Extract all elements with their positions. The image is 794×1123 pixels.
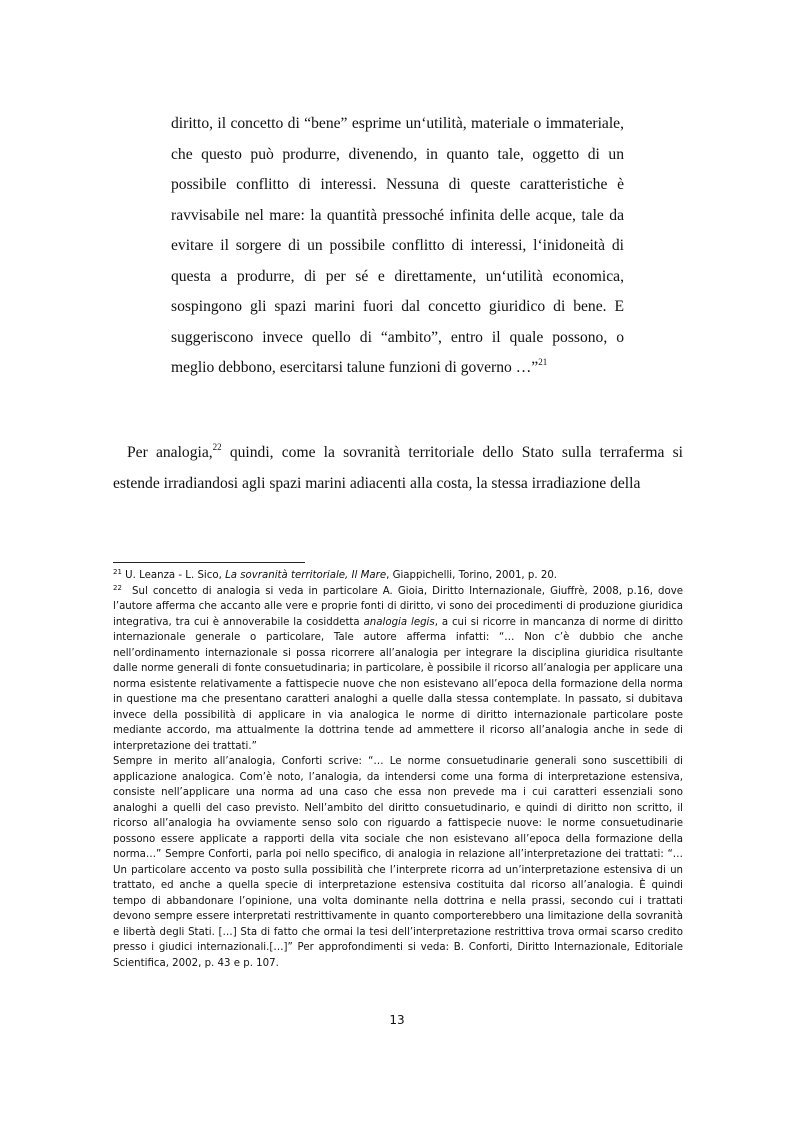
body-paragraph — [113, 438, 683, 499]
quote-paragraph — [171, 109, 624, 384]
footnote-21 — [113, 568, 683, 584]
footnote-22-continuation: Sempre in merito all’analogia, Conforti scrive: “… Le norme consuetudinarie generali sono suscettibili di applicazione analogica. Com’è noto, l’analogia, da intendersi come una forma di interpretazione estensiva, consiste nell’applicare una norma ad una caso che essa non prevede ma i cui caratteri essenziali sono analoghi a quelli del caso previsto. Nell’ambito del diritto consuetudinario, e quindi di diritto non scritto, il ricorso all’analogia ha ovviamente senso solo con riguardo a fattispecie nuove: le norme consuetudinarie possono essere applicate a rapporti della vita sociale che non esistevano all’epoca della formazione della norma…” Sempre Conforti, parla poi nello specifico, di analogia in relazione all’interpretazione dei trattati: “… Un particolare accento va posto sulla possibilità che l’interprete ricorra ad un’interpretazione estensiva di un trattato, ed anche a quella specie di interpretazione estensiva costituita dal ricorso all’analogia. È quindi tempo di abbandonare l’opinione, una volta dominante nella dottrina e nella prassi, secondo cui i trattati devono sempre essere interpretati restrittivamente in quanto comporterebbero una limitazione della sovranità e libertà degli Stati. […] Sta di fatto che ormai la tesi dell’interpretazione restrittiva trova ormai scarso credito presso i giudici internazionali.[…]” Per approfondimenti si veda: B. Conforti, Diritto Internazionale, Editoriale Scientifica, 2002, p. 43 e p. 107. — [113, 756, 683, 969]
footnote-21-rest: , Giappichelli, Torino, 2001, p. 20. — [386, 570, 558, 581]
quote-text: diritto, il concetto di “bene” esprime un‘utilità, materiale o immateriale, che questo può produrre, divenendo, in quanto tale, oggetto di un possibile conflitto di interessi. Nessuna di queste caratteristiche è ravvisabile nel mare: la quantità pressoché infinita delle acque, tale da evitare il sorgere di un possibile conflitto di interessi, l‘inidoneità di questa a produrre, di per sé e direttamente, un‘utilità economica, sospingono gli spazi marini fuori dal concetto giuridico di bene. E suggeriscono invece quello di “ambito”, entro il quale possono, o meglio debbono, esercitarsi talune funzioni di governo …” — [171, 115, 624, 376]
footnote-22-text-2: , a cui si ricorre in mancanza di norme di diritto internazionale generale o particolare, Tale autore afferma infatti: “… Non c’è dubbio che anche nell’ordinamento internazionale si possa ricorrere all’analogia per integrare la disciplina giuridica risultante dalle norme generali di fonte consuetudinaria; in particolare, è possibile il ricorso all’analogia per applicare una norma esistente relativamente a fattispecie nuove che non esistevano all’epoca della formazione della norma in questione ma che presentano caratteri analoghi a quelle dalla stessa contemplate. In passato, si dubitava invece della possibilità di applicare in via analogica le norme di diritto internazionale particolare poste mediante accordo, ma attualmente la dottrina tende ad ammettere il ricorso all’analogia anche in sede di interpretazione dei trattati.” — [113, 616, 683, 752]
footnote-21-title: La sovranità territoriale, Il Mare — [225, 570, 387, 581]
footnote-22 — [113, 584, 683, 755]
footnote-number-22: 22 — [113, 583, 122, 592]
body-text-rest: quindi, come la sovranità territoriale dello Stato sulla terraferma si estende irradiandosi agli spazi marini adiacenti alla costa, la stessa irradiazione della — [113, 444, 683, 492]
footnote-22-text-1: Sul concetto di analogia si veda in particolare A. Gioia, Diritto Internazionale, Giuffrè, 2008, p.16, dove l’autore afferma che accanto alle vere e proprie fonti di diritto, vi sono dei procedimenti di produzione giuridica integrativa, tra cui è annoverabile la cosiddetta — [113, 585, 683, 628]
footnote-separator — [113, 562, 305, 563]
footnote-ref-22[interactable]: 22 — [212, 442, 222, 452]
block-quote — [171, 109, 624, 384]
footnote-number-21: 21 — [113, 568, 122, 576]
body-text-start: Per analogia, — [127, 444, 213, 461]
footnote-21-authors: U. Leanza - L. Sico, — [125, 570, 226, 581]
page-number: 13 — [389, 1013, 405, 1027]
footnotes — [113, 568, 683, 971]
footnote-22-italic: analogia legis — [363, 616, 435, 628]
body-text — [113, 438, 683, 499]
footnote-ref-21[interactable]: 21 — [538, 357, 548, 367]
